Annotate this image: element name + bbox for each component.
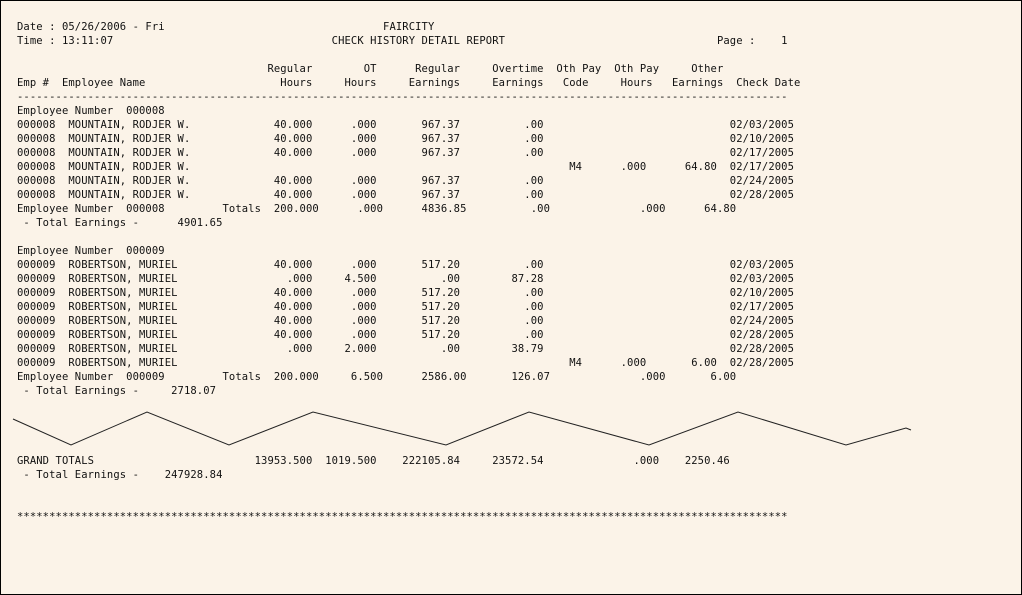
report-line: ************************************************************************************************************************ xyxy=(17,511,788,523)
report-line xyxy=(17,48,800,62)
report-line: 000009 ROBERTSON, MURIEL .000 2.000 .00 38.79 02/28/2005 xyxy=(17,343,795,355)
report-line xyxy=(17,496,800,510)
page-break-zigzag xyxy=(1,399,1022,459)
report-line: - Total Earnings - 4901.65 xyxy=(17,217,223,229)
report-line: - Total Earnings - 2718.07 xyxy=(17,385,217,397)
report-line: 000008 MOUNTAIN, RODJER W. 40.000 .000 967.37 .00 02/24/2005 xyxy=(17,175,795,187)
report-line: ------------------------------------------------------------------------------------------------------------------------ xyxy=(17,91,788,103)
report-line: 000008 MOUNTAIN, RODJER W. 40.000 .000 967.37 .00 02/10/2005 xyxy=(17,133,795,145)
report-line: 000009 ROBERTSON, MURIEL 40.000 .000 517.20 .00 02/24/2005 xyxy=(17,315,795,327)
report-line: 000008 MOUNTAIN, RODJER W. 40.000 .000 967.37 .00 02/17/2005 xyxy=(17,147,795,159)
report-line: - Total Earnings - 247928.84 xyxy=(17,469,223,481)
report-line: Employee Number 000008 Totals 200.000 .000 4836.85 .00 .000 64.80 xyxy=(17,203,737,215)
report-line xyxy=(17,230,800,244)
report-line: Date : 05/26/2006 - Fri FAIRCITY xyxy=(17,21,435,33)
report-line: Emp # Employee Name Hours Hours Earnings Earnings Code Hours Earnings Check Date xyxy=(17,77,801,89)
report-line: Employee Number 000009 Totals 200.000 6.500 2586.00 126.07 .000 6.00 xyxy=(17,371,737,383)
report-line: 000008 MOUNTAIN, RODJER W. 40.000 .000 967.37 .00 02/03/2005 xyxy=(17,119,795,131)
report-line: 000009 ROBERTSON, MURIEL 40.000 .000 517.20 .00 02/10/2005 xyxy=(17,287,795,299)
report-line: GRAND TOTALS 13953.500 1019.500 222105.84 23572.54 .000 2250.46 xyxy=(17,455,730,467)
report-line: Employee Number 000009 xyxy=(17,245,165,257)
report-line: 000009 ROBERTSON, MURIEL 40.000 .000 517.20 .00 02/28/2005 xyxy=(17,329,795,341)
report-line: 000008 MOUNTAIN, RODJER W. 40.000 .000 967.37 .00 02/28/2005 xyxy=(17,189,795,201)
report-line: Regular OT Regular Overtime Oth Pay Oth Pay Other xyxy=(17,63,724,75)
report-line: 000009 ROBERTSON, MURIEL 40.000 .000 517.20 .00 02/03/2005 xyxy=(17,259,795,271)
report-line: 000009 ROBERTSON, MURIEL 40.000 .000 517.20 .00 02/17/2005 xyxy=(17,301,795,313)
report-line: Employee Number 000008 xyxy=(17,105,165,117)
report-line xyxy=(17,482,800,496)
report-line: 000008 MOUNTAIN, RODJER W. M4 .000 64.80 02/17/2005 xyxy=(17,161,795,173)
report-line: Time : 13:11:07 CHECK HISTORY DETAIL REPORT Page : 1 xyxy=(17,35,788,47)
report-line: 000009 ROBERTSON, MURIEL M4 .000 6.00 02/28/2005 xyxy=(17,357,795,369)
report-line: 000009 ROBERTSON, MURIEL .000 4.500 .00 87.28 02/03/2005 xyxy=(17,273,795,285)
